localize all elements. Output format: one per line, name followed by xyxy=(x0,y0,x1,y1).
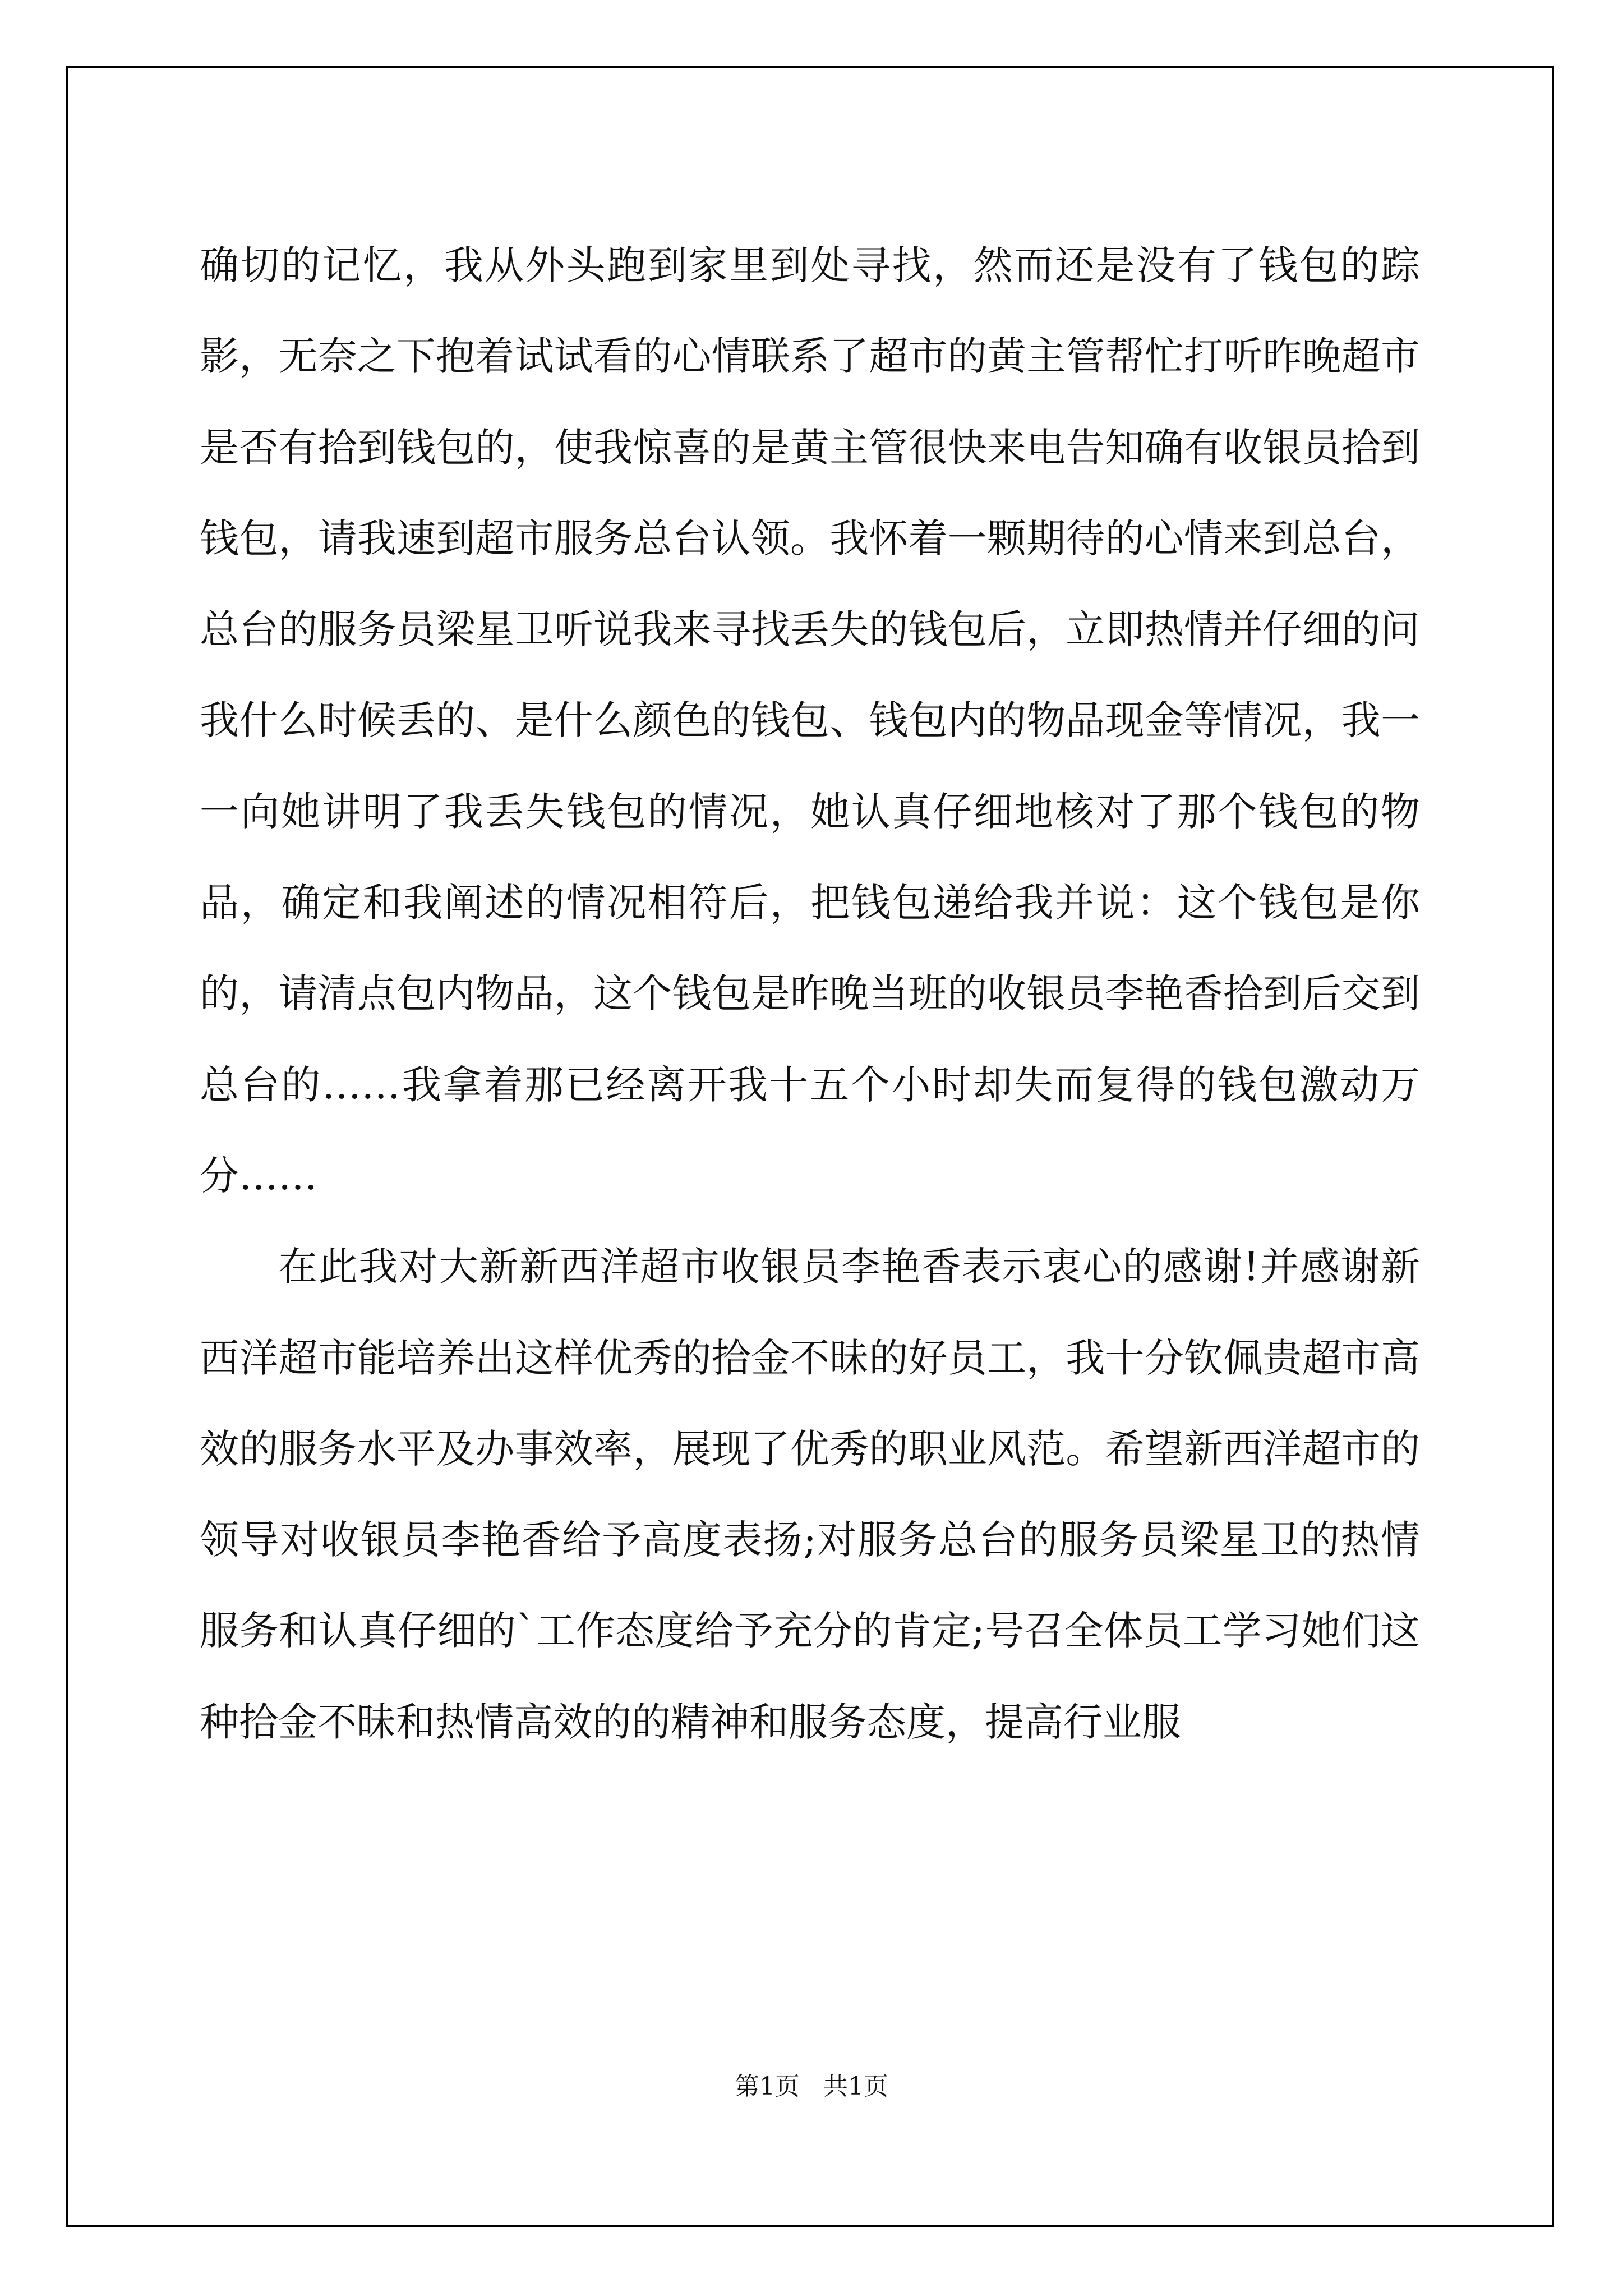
paragraph-thanks: 在此我对大新新西洋超市收银员李艳香表示衷心的感谢!并感谢新西洋超市能培养出这样优秀的拾金不昧的好员工，我十分钦佩贵超市高效的服务水平及办事效率，展现了优秀的职业风范。希望新西洋超市的领导对收银员李艳香给予高度表扬;对服务总台的服务员梁星卫的热情服务和认真仔细的`工作态度给予充分的肯定;号召全体员工学习她们这种拾金不昧和热情高效的的精神和服务态度，提高行业服 xyxy=(200,1244,1420,1745)
document-body xyxy=(200,220,1420,1768)
paragraph-continuation: 确切的记忆，我从外头跑到家里到处寻找，然而还是没有了钱包的踪影，无奈之下抱着试试看的心情联系了超市的黄主管帮忙打听昨晚超市是否有拾到钱包的，使我惊喜的是黄主管很快来电告知确有收银员拾到钱包，请我速到超市服务总台认领。我怀着一颗期待的心情来到总台，总台的服务员梁星卫听说我来寻找丢失的钱包后，立即热情并仔细的问我什么时候丢的、是什么颜色的钱包、钱包内的物品现金等情况，我一一向她讲明了我丢失钱包的情况，她认真仔细地核对了那个钱包的物品，确定和我阐述的情况相符后，把钱包递给我并说：这个钱包是你的，请清点包内物品，这个钱包是昨晚当班的收银员李艳香拾到后交到总台的……我拿着那已经离开我十五个小时却失而复得的钱包激动万分…… xyxy=(200,242,1420,1199)
page-number-footer: 第1页 共1页 xyxy=(735,2072,888,2101)
